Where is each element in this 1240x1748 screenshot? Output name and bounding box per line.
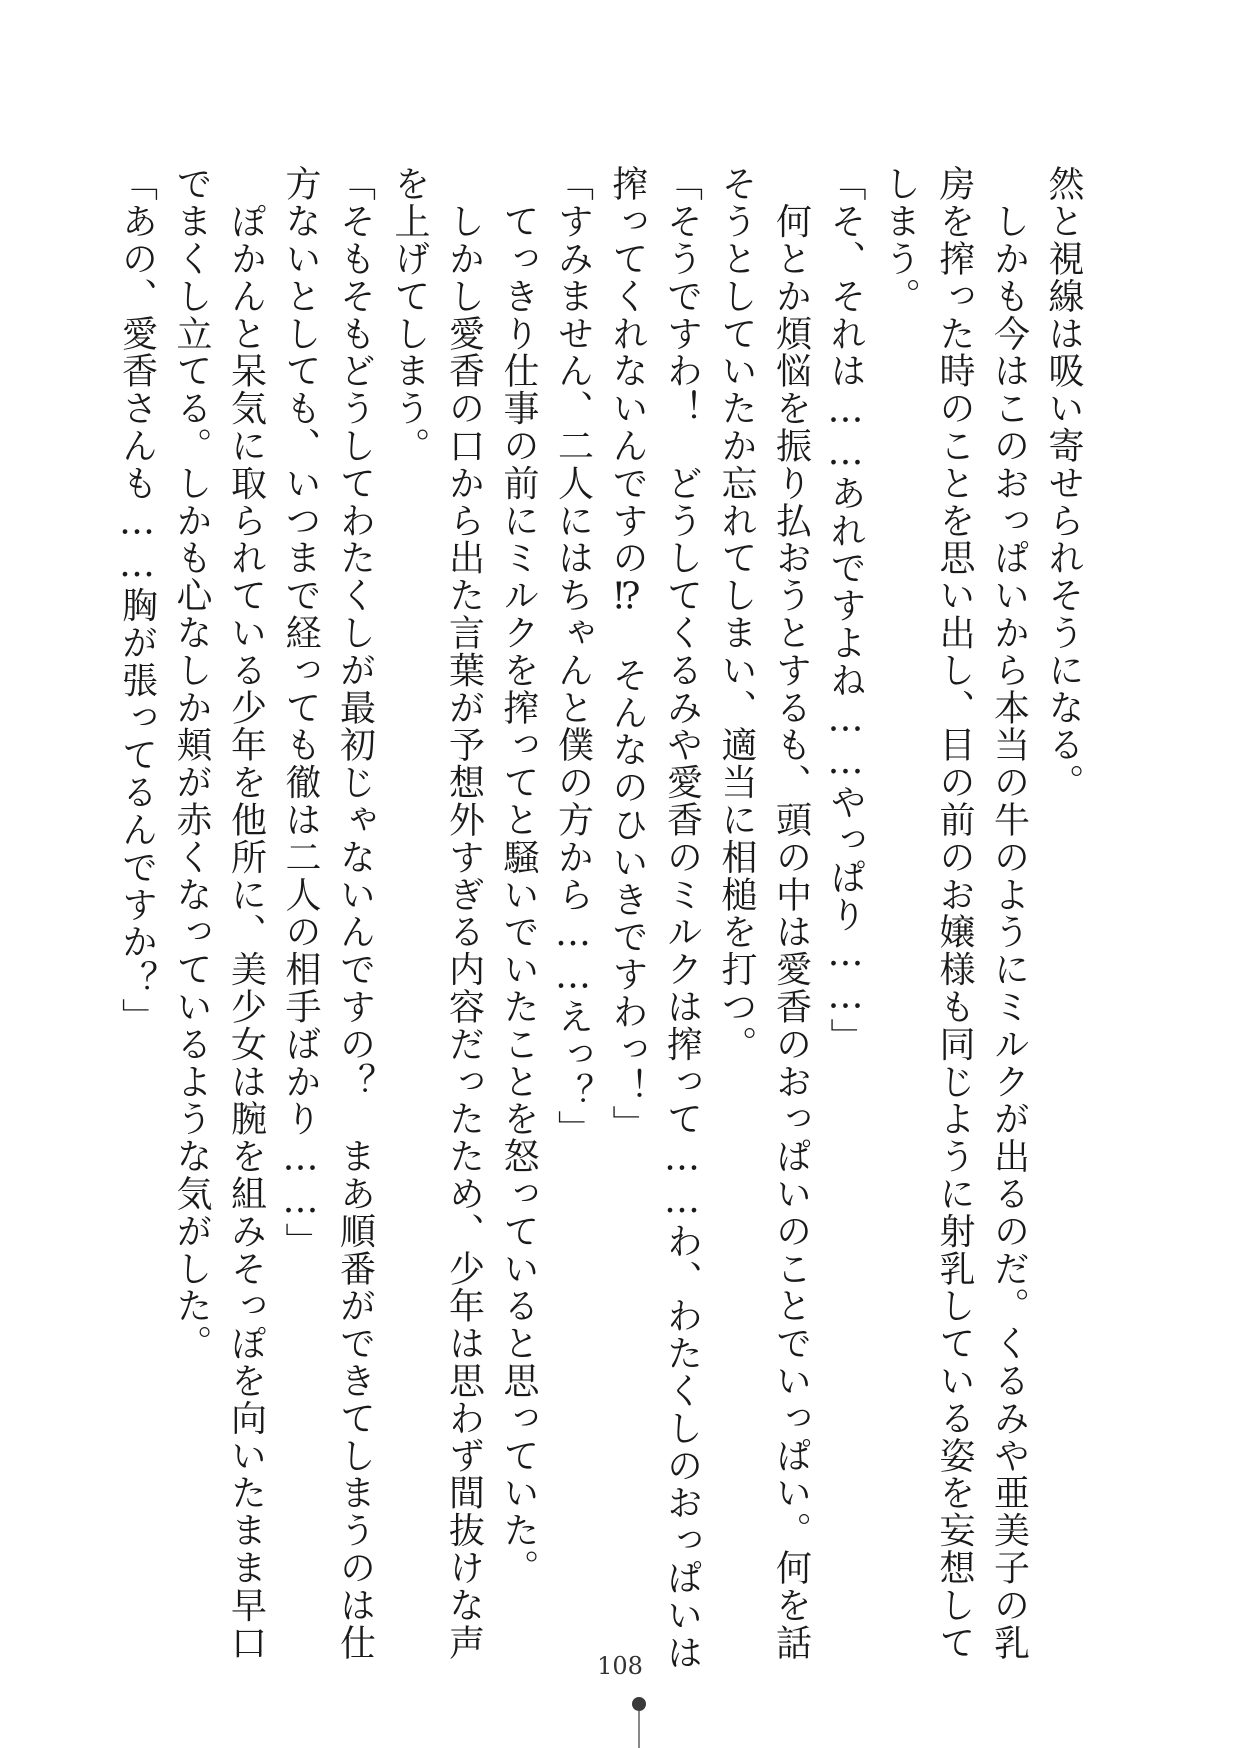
text-line: 何とか煩悩を振り払おうとするも、頭の中は愛香のおっぱいのことでいっぱい。何を話	[770, 165, 812, 1661]
text-line: 「そ、それは……あれですよね……やっぱり……」	[825, 165, 866, 1056]
text-line: 搾ってくれないんですの⁉ そんなのひいきですわっ！」	[607, 165, 648, 1143]
page-number: 108	[597, 1652, 643, 1680]
text-line: 房を搾った時のことを思い出し、目の前のお嬢様も同じように射乳している姿を妄想して	[934, 165, 975, 1661]
text-line: てっきり仕事の前にミルクを搾ってと騒いでいたことを怒っていると思っていた。	[498, 165, 539, 1587]
text-line: でまくし立てる。しかも心なしか頬が赤くなっているような気がした。	[171, 165, 212, 1362]
text-line: 「そうですわ！ どうしてくるみや愛香のミルクは搾って……わ、わたくしのおっぱいは	[661, 165, 703, 1671]
text-line: ぽかんと呆気に取られている少年を他所に、美少女は腕を組みそっぽを向いたまま早口	[225, 165, 267, 1661]
text-line: 「あの、愛香さんも……胸が張ってるんですか？」	[116, 165, 158, 1036]
text-line: 方ないとしても、いつまで経っても徹は二人の相手ばかり……」	[280, 165, 321, 1260]
text-line: 然と視線は吸い寄せられそうになる。	[1043, 165, 1084, 801]
bookmark-dot-icon	[632, 1697, 646, 1711]
text-line: しまう。	[879, 165, 921, 315]
text-line: を上げてしまう。	[389, 165, 430, 465]
text-line: そうとしていたか忘れてしまい、適当に相槌を打つ。	[716, 165, 757, 1063]
text-line: 「すみません、二人にはちゃんと僕の方から……えっ？」	[552, 165, 594, 1148]
text-line: 「そもそもどうしてわたくしが最初じゃないんですの？ まあ順番ができてしまうのは仕	[334, 165, 376, 1661]
text-line: しかも今はこのおっぱいから本当の牛のようにミルクが出るのだ。くるみや亜美子の乳	[988, 165, 1030, 1661]
text-line: しかし愛香の口から出た言葉が予想外すぎる内容だったため、少年は思わず間抜けな声	[443, 165, 485, 1661]
bookmark-ribbon-line	[638, 1711, 640, 1748]
